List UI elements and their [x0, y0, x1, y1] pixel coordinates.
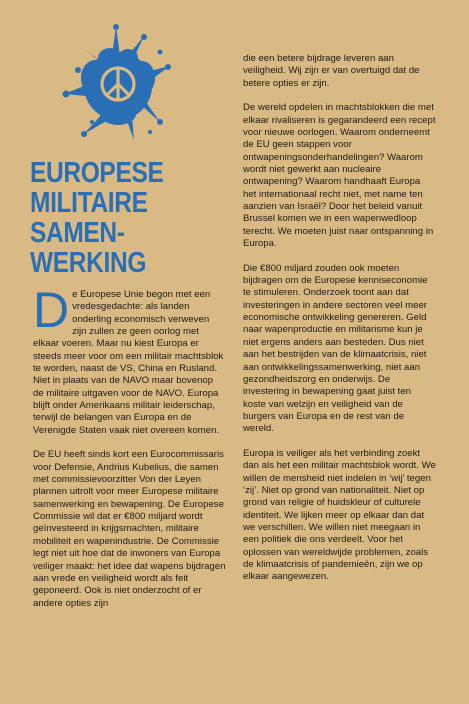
title-line: MILITAIRE — [30, 187, 148, 219]
paragraph — [33, 282, 226, 437]
drop-cap: D — [33, 282, 70, 338]
left-text-column — [33, 282, 226, 622]
paragraph-text: e Europese Unie begon met een vredesgedachte: als landen onderling economisch verweven zijn zullen ze geen oorlog met elkaar voeren. Maar nu kiest Europa er steeds meer voor om een militair machtsblok te worden, naast de VS, China en Rusland. Niet in plaats van de NAVO maar bovenop de militaire uitgaven voor de NAVO. Europa blijft onder Amerikaans militair leiderschap, terwijl de belangen van Europa en de Verenigde Staten vaak niet overeen komen. — [33, 289, 224, 436]
paragraph: De EU heeft sinds kort een Eurocommissaris voor Defensie, Andrius Kubelius, die samen met commissievoorzitter Von der Leyen plannen uitrolt voor meer Europese militaire samenwerking en bewapening. De Europese Commissie wil dat er €800 miljard wordt geïnvesteerd in krijgsmachten, militaire mobiliteit en wapenindustrie. De Commissie legt niet uit hoe dat de inwoners van Europa veiliger maakt: het idee dat wapens bijdragen aan vrede en veiligheid wordt als feit geponeerd. Ook is niet onderzocht of er andere opties zijn — [33, 449, 226, 609]
paragraph: De wereld opdelen in machtsblokken die met elkaar rivaliseren is gegarandeerd een recept voor nieuwe oorlogen. Waarom onderneemt de EU geen stappen voor ontwapeningsonderhandelingen? Waarom wordt niet gewerkt aan nucleaire ontwapening? Waarom handhaaft Europa het internationaal recht niet, met name ten aanzien van Israël? Door het beleid vanuit Brussel komen we in een wapenwedloop terecht. We moeten juist naar ontspanning in Europa. — [243, 102, 436, 250]
right-text-column — [243, 53, 436, 596]
paragraph: die een betere bijdrage leveren aan veiligheid. Wij zijn er van overtuigd dat de betere opties er zijn. — [243, 53, 420, 89]
article-title — [30, 158, 185, 278]
paragraph: Die €800 miljard zouden ook moeten bijdragen om de Europese kenniseconomie te stimuleren. Onderzoek toont aan dat investeringen in andere sectoren veel meer economische ontwikkeling genereren. Geld naar wapenproductie en militarisme kun je niet ergens anders aan besteden. Dus niet aan het bestrijden van de klimaatcrisis, niet aan ontwikkelingssamenwerking, niet aan gezondheidszorg en onderwijs. De investering in bewapening gaat juist ten koste van welzijn en veiligheid van de burgers van Europa en de rest van de wereld. — [243, 262, 428, 435]
title-line: SAMEN- — [30, 217, 125, 249]
peace-sign-paint-splash-icon — [62, 22, 174, 142]
title-line: EUROPESE — [30, 157, 164, 189]
title-line: WERKING — [30, 247, 147, 279]
paragraph: Europa is veiliger als het verbinding zoekt dan als het een militair machtsblok wordt. We willen de mensheid niet indelen in ‘wij’ tegen ‘zij’. Niet op grond van nationaliteit. Niet op grond van religie of huidskleur of culturele identiteit. We lijken meer op elkaar dan dat we verschillen. We willen niet meegaan in een politiek die ons verdeelt. Voor het oplossen van wereldwijde problemen, zoals de klimaatcrisis of pandemieën, zijn we op elkaar aangewezen. — [243, 447, 436, 583]
